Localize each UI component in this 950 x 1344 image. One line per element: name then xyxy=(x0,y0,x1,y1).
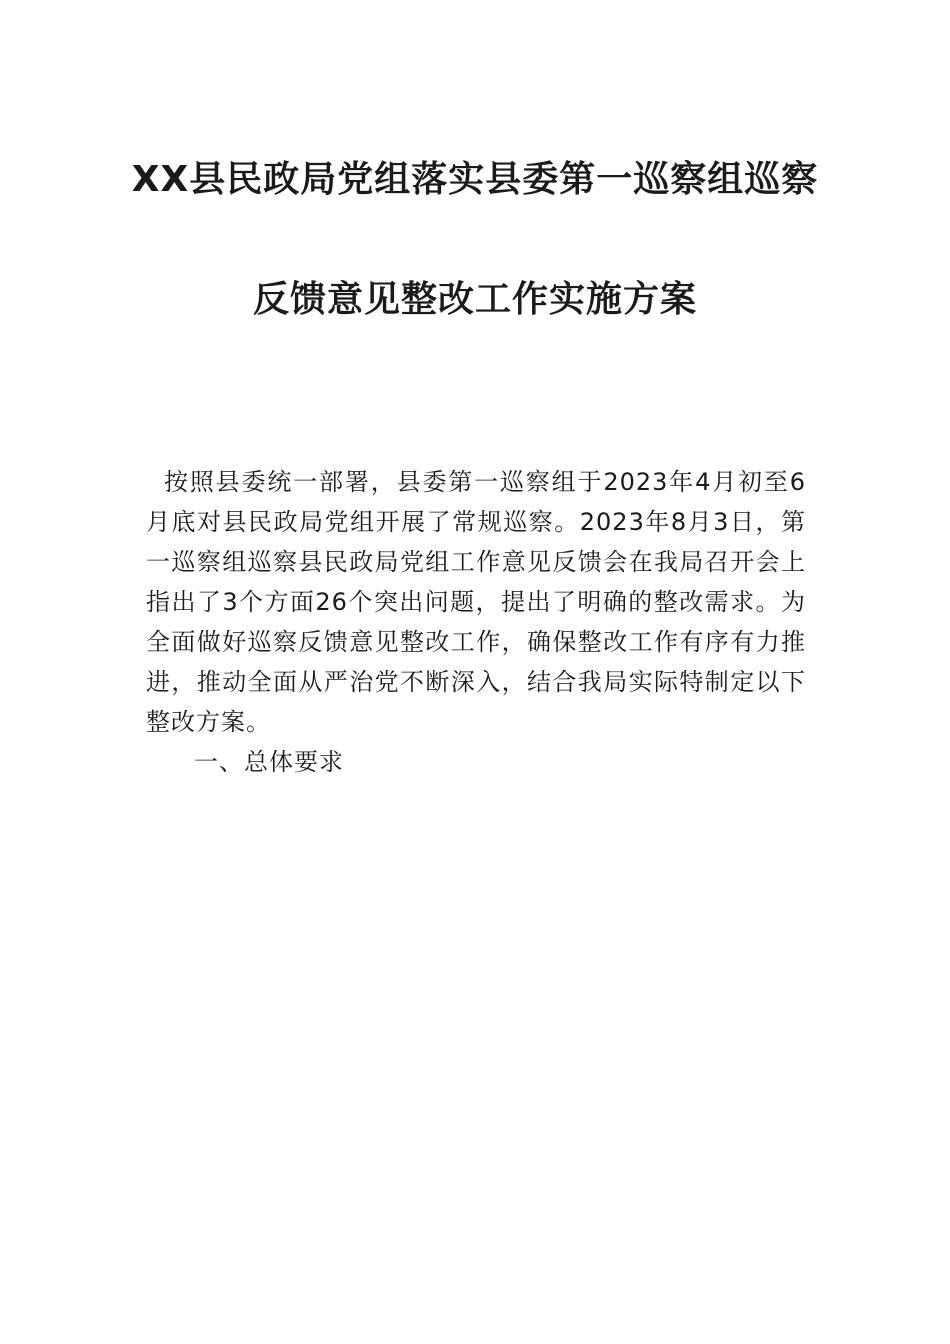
document-body xyxy=(146,462,806,782)
intro-paragraph: 按照县委统一部署，县委第一巡察组于2023年4月初至6月底对县民政局党组开展了常规巡察。2023年8月3日，第一巡察组巡察县民政局党组工作意见反馈会在我局召开会上指出了3个方面26个突出问题，提出了明确的整改需求。为全面做好巡察反馈意见整改工作，确保整改工作有序有力推进，推动全面从严治党不断深入，结合我局实际特制定以下整改方案。 xyxy=(146,468,806,736)
document-title-line-1: XX县民政局党组落实县委第一巡察组巡察 xyxy=(131,159,819,200)
section-heading-general-requirements: 一、总体要求 xyxy=(194,748,344,776)
document-title-line-2: 反馈意见整改工作实施方案 xyxy=(252,279,697,320)
